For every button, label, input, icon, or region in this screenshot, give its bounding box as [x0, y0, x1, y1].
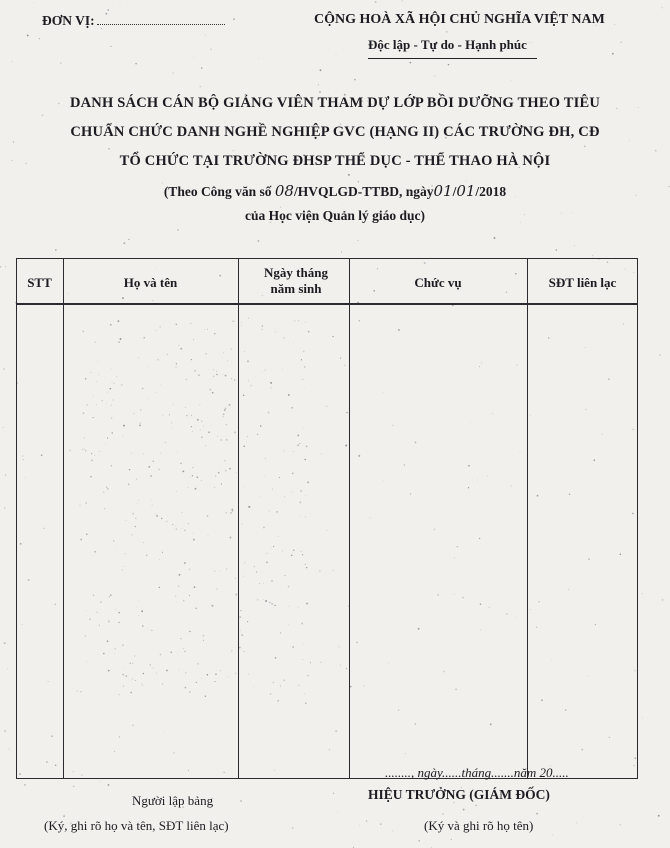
unit-field — [42, 12, 225, 29]
date-signature-line: ........, ngày......tháng.......năm 20..... — [385, 765, 569, 780]
table-maker-label: Người lập bảng — [132, 793, 214, 808]
column-header-birthdate: Ngày tháng năm sinh — [264, 265, 328, 296]
motto-heading: Độc lập - Tự do - Hạnh phúc — [368, 37, 527, 52]
document-title-line-2: CHUẨN CHỨC DANH NGHỀ NGHIỆP GVC (HẠNG II) CÁC TRƯỜNG ĐH, CĐ — [70, 124, 600, 140]
table-column-divider — [63, 258, 64, 779]
handwritten-doc-number: 08 — [274, 182, 294, 200]
reference-line — [0, 182, 670, 200]
participants-table — [16, 258, 638, 779]
motto-underline — [368, 58, 537, 59]
principal-title: HIỆU TRƯỞNG (GIÁM ĐỐC) — [368, 787, 550, 802]
reference-year: /2018 — [475, 184, 507, 199]
handwritten-month: 01 — [456, 182, 476, 200]
column-header-phone: SĐT liên lạc — [548, 275, 617, 290]
reference-separator: / — [452, 184, 457, 199]
column-header-stt: STT — [27, 275, 52, 290]
reference-issuer: của Học viện Quản lý giáo dục) — [244, 208, 425, 223]
unit-label: ĐƠN VỊ: — [42, 13, 95, 28]
reference-prefix: (Theo Công văn số — [163, 184, 275, 199]
principal-sign-note: (Ký và ghi rõ họ tên) — [424, 818, 534, 833]
handwritten-day: 01 — [433, 182, 453, 200]
table-column-divider — [527, 258, 528, 779]
nation-heading: CỘNG HOÀ XÃ HỘI CHỦ NGHĨA VIỆT NAM — [314, 12, 605, 27]
document-title-line-1: DANH SÁCH CÁN BỘ GIẢNG VIÊN THAM DỰ LỚP BỒI DƯỠNG THEO TIÊU — [69, 95, 601, 111]
reference-middle: /HVQLGD-TTBD, ngày — [293, 184, 434, 199]
maker-sign-note: (Ký, ghi rõ họ và tên, SĐT liên lạc) — [44, 818, 229, 833]
table-header-divider — [16, 303, 638, 305]
column-header-name: Họ và tên — [123, 275, 178, 290]
table-column-divider — [238, 258, 239, 779]
table-column-divider — [349, 258, 350, 779]
unit-dotted-line — [97, 12, 225, 25]
column-header-position: Chức vụ — [414, 275, 462, 290]
document-title-line-3: TỔ CHỨC TẠI TRƯỜNG ĐHSP THỂ DỤC - THỂ THAO HÀ NỘI — [119, 153, 551, 169]
